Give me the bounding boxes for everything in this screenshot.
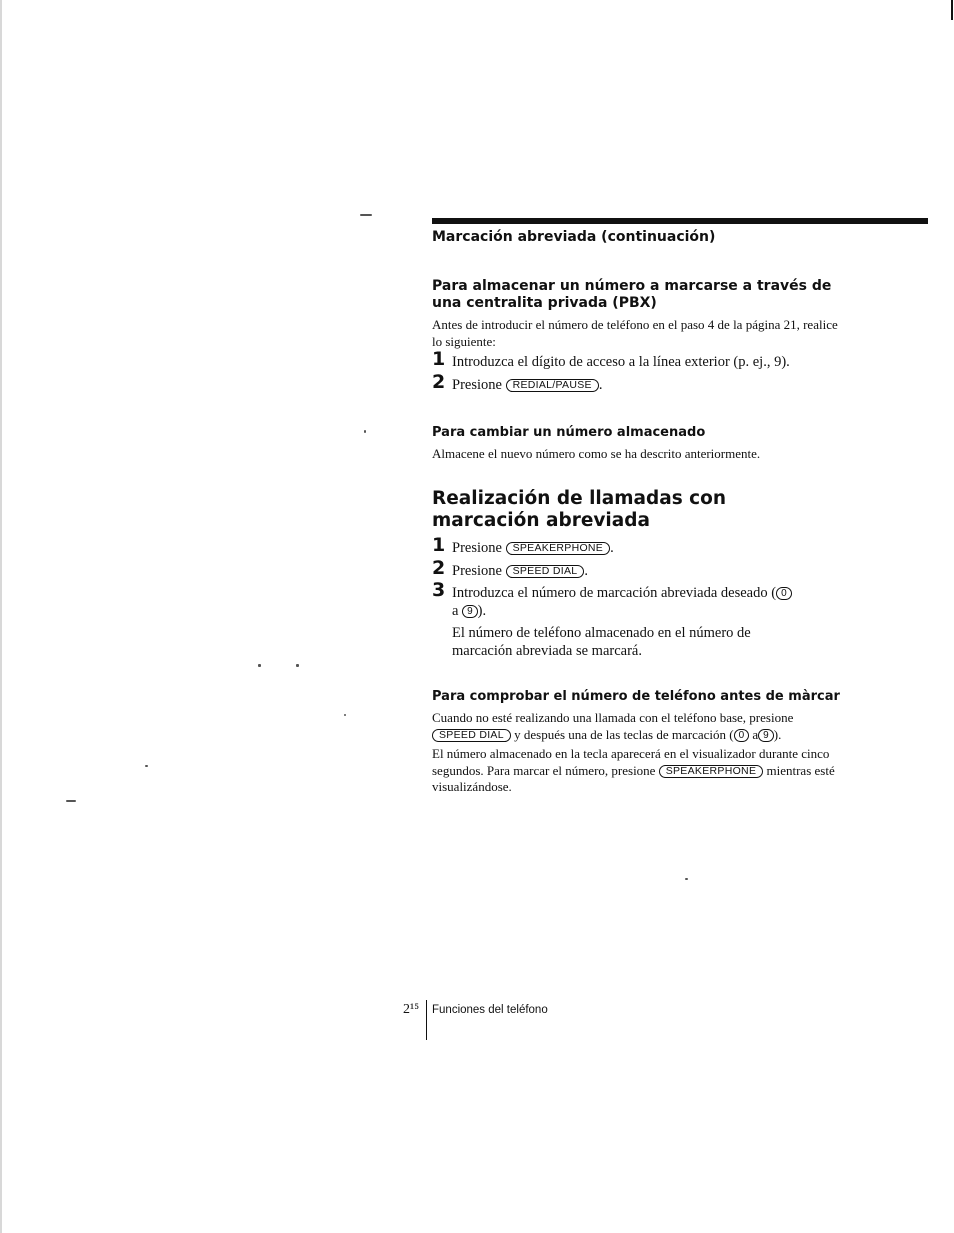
step-tail: . [610, 540, 614, 556]
speakerphone-key: SPEAKERPHONE [506, 542, 611, 555]
scan-speck [344, 714, 346, 716]
change-heading: Para cambiar un número almacenado [432, 425, 706, 440]
check-text: Cuando no esté realizando una llamada con el teléfono base, presione [432, 710, 794, 725]
step-label: a [452, 603, 459, 619]
calling-heading: Realización de llamadas con marcación abreviada [432, 488, 727, 531]
footer-section: Funciones del teléfono [432, 1004, 548, 1016]
pbx-heading: Para almacenar un número a marcarse a través de una centralita privada (PBX) [432, 278, 832, 311]
step-tail: . [598, 377, 603, 393]
check-text: mientras esté visualizándose. [432, 762, 835, 794]
scan-edge-mark [951, 0, 953, 20]
running-head: Marcación abreviada (continuación) [432, 229, 716, 245]
scan-speck [145, 765, 148, 767]
step-label: Presione [452, 377, 502, 393]
speed-dial-key: SPEED DIAL [432, 729, 511, 742]
digit-9-key: 9 [758, 729, 774, 742]
footer-divider [426, 1000, 427, 1040]
step-text [452, 539, 852, 557]
check-text: a [752, 726, 759, 742]
change-text: Almacene el nuevo número como se ha descrito anteriormente. [432, 446, 761, 461]
check-paragraph-2 [432, 746, 847, 796]
step-tail: . [584, 563, 589, 579]
digit-9-key: 9 [462, 605, 478, 618]
step-number: 1 [432, 534, 446, 556]
step-text [452, 376, 852, 394]
speakerphone-key: SPEAKERPHONE [659, 765, 764, 778]
scan-speck [685, 878, 688, 880]
step-number: 2 [432, 371, 446, 393]
scan-speck [364, 430, 366, 433]
page-number: 2¹⁵ [403, 1002, 420, 1017]
step-number: 1 [432, 348, 446, 370]
digit-0-key: 0 [776, 587, 792, 600]
step-label: Introduzca el número de marcación abreviada deseado ( [452, 585, 777, 601]
step-label: Presione [452, 563, 502, 579]
check-text: El número almacenado en la tecla aparecerá en el visualizador durante cinco segundos. Para marcar el número, presione [432, 746, 830, 778]
step-text [452, 562, 852, 580]
digit-0-key: 0 [734, 729, 750, 742]
note-text: El número de teléfono almacenado en el número de marcación abreviada se marcará. [452, 625, 751, 659]
step-number: 3 [432, 579, 446, 601]
scan-speck [66, 800, 76, 802]
check-heading: Para comprobar el número de teléfono antes de màrcar [432, 689, 840, 704]
check-paragraph-1 [432, 710, 847, 743]
step-text: Introduzca el dígito de acceso a la línea exterior (p. ej., 9). [452, 354, 790, 370]
scan-speck [360, 214, 372, 216]
speed-dial-key: SPEED DIAL [506, 565, 585, 578]
section-rule [432, 218, 928, 224]
check-text: ). [773, 726, 782, 742]
scan-speck [296, 664, 299, 667]
scan-speck [258, 664, 261, 667]
step-number: 2 [432, 557, 446, 579]
pbx-intro: Antes de introducir el número de teléfono en el paso 4 de la página 21, realice lo siguiente: [432, 317, 838, 349]
step-tail: ). [477, 603, 487, 619]
check-text: y después una de las teclas de marcación ( [514, 726, 734, 742]
redial-pause-key: REDIAL/PAUSE [506, 379, 599, 392]
step-label: Presione [452, 540, 502, 556]
step-text [452, 584, 852, 620]
scan-edge [0, 0, 2, 1233]
